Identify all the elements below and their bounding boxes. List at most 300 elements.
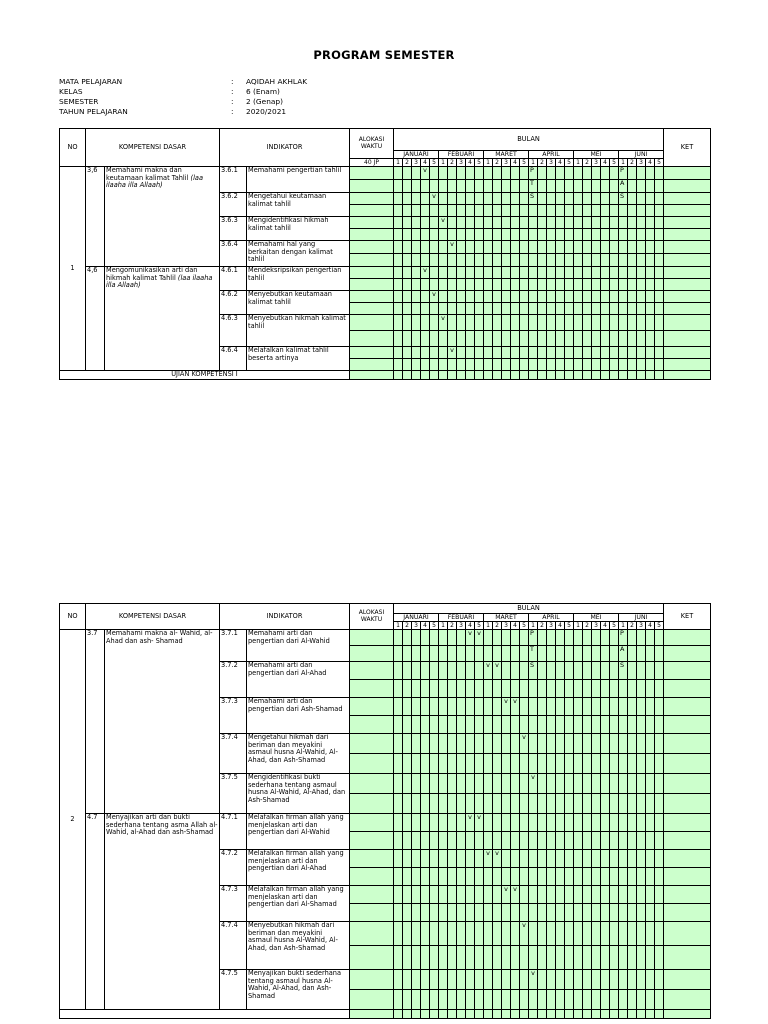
week-cell bbox=[475, 868, 484, 886]
week-cell bbox=[556, 347, 565, 359]
week-cell bbox=[457, 774, 466, 794]
week-cell bbox=[655, 832, 664, 850]
week-cell bbox=[655, 850, 664, 868]
alokasi-cell bbox=[350, 291, 394, 303]
week-cell bbox=[430, 774, 439, 794]
week-cell bbox=[430, 303, 439, 315]
week-cell bbox=[484, 754, 493, 774]
week-cell bbox=[538, 698, 547, 716]
week-cell bbox=[592, 698, 601, 716]
week-cell bbox=[520, 646, 529, 662]
week-cell bbox=[421, 371, 430, 380]
week-cell bbox=[547, 734, 556, 754]
ket-cell bbox=[664, 754, 711, 774]
week-cell bbox=[628, 241, 637, 254]
week-cell bbox=[601, 167, 610, 180]
week-cell bbox=[610, 1010, 619, 1019]
week-cell bbox=[556, 886, 565, 904]
week-cell bbox=[466, 241, 475, 254]
week-cell bbox=[403, 970, 412, 990]
week-cell bbox=[628, 630, 637, 646]
week-cell bbox=[448, 868, 457, 886]
week-cell bbox=[646, 774, 655, 794]
week-cell bbox=[520, 315, 529, 331]
week-cell bbox=[412, 315, 421, 331]
week-cell bbox=[520, 1010, 529, 1019]
week-cell bbox=[412, 267, 421, 279]
week-cell bbox=[520, 291, 529, 303]
meta-separator: : bbox=[231, 77, 234, 86]
week-cell bbox=[421, 734, 430, 754]
week-cell bbox=[529, 315, 538, 331]
week-cell bbox=[529, 904, 538, 922]
week-cell bbox=[637, 267, 646, 279]
week-cell bbox=[412, 734, 421, 754]
week-cell bbox=[466, 217, 475, 229]
week-cell bbox=[421, 241, 430, 254]
week-number: 3 bbox=[457, 622, 466, 630]
week-cell bbox=[556, 794, 565, 814]
week-cell bbox=[646, 990, 655, 1010]
indikator-text: Melafalkan firman allah yang menjelaskan arti dan pengertian dari Al-Shamad bbox=[247, 886, 350, 922]
ket-cell bbox=[664, 904, 711, 922]
week-cell bbox=[457, 794, 466, 814]
week-cell bbox=[439, 868, 448, 886]
week-cell bbox=[637, 868, 646, 886]
week-cell bbox=[547, 371, 556, 380]
week-cell bbox=[448, 303, 457, 315]
week-cell bbox=[637, 291, 646, 303]
week-cell bbox=[619, 904, 628, 922]
week-cell bbox=[511, 970, 520, 990]
week-cell bbox=[466, 291, 475, 303]
week-cell bbox=[565, 716, 574, 734]
week-number: 3 bbox=[547, 159, 556, 167]
week-cell bbox=[565, 946, 574, 970]
week-cell bbox=[502, 279, 511, 291]
week-cell bbox=[637, 371, 646, 380]
week-cell bbox=[565, 662, 574, 680]
week-cell bbox=[601, 205, 610, 217]
week-cell bbox=[502, 970, 511, 990]
week-cell bbox=[601, 254, 610, 267]
week-cell bbox=[583, 832, 592, 850]
week-cell bbox=[601, 279, 610, 291]
week-cell bbox=[457, 646, 466, 662]
week-cell bbox=[430, 904, 439, 922]
week-cell bbox=[439, 303, 448, 315]
ujian-kompetensi-label: UJIAN KOMPETENSI I bbox=[60, 371, 350, 380]
week-cell bbox=[412, 371, 421, 380]
week-cell bbox=[565, 180, 574, 193]
week-cell bbox=[394, 205, 403, 217]
week-cell bbox=[610, 291, 619, 303]
week-number: 2 bbox=[583, 622, 592, 630]
week-cell bbox=[646, 814, 655, 832]
week-cell bbox=[547, 922, 556, 946]
week-cell bbox=[421, 850, 430, 868]
ket-cell bbox=[664, 734, 711, 754]
indikator-code: 3.6.2 bbox=[220, 193, 247, 217]
week-cell bbox=[394, 254, 403, 267]
week-cell bbox=[610, 832, 619, 850]
week-cell bbox=[565, 832, 574, 850]
week-cell bbox=[520, 774, 529, 794]
week-cell bbox=[520, 946, 529, 970]
week-cell bbox=[466, 331, 475, 347]
week-cell bbox=[529, 359, 538, 371]
week-cell bbox=[457, 279, 466, 291]
week-cell bbox=[421, 180, 430, 193]
week-cell bbox=[565, 347, 574, 359]
kd-description bbox=[105, 267, 220, 371]
week-cell bbox=[565, 359, 574, 371]
ket-cell bbox=[664, 886, 711, 904]
week-cell bbox=[646, 193, 655, 205]
week-cell bbox=[637, 734, 646, 754]
week-cell bbox=[538, 180, 547, 193]
week-cell bbox=[475, 267, 484, 279]
week-cell bbox=[412, 904, 421, 922]
week-cell bbox=[547, 850, 556, 868]
week-cell bbox=[421, 347, 430, 359]
week-cell bbox=[574, 347, 583, 359]
week-cell bbox=[466, 970, 475, 990]
week-cell bbox=[556, 167, 565, 180]
week-cell bbox=[547, 347, 556, 359]
week-cell bbox=[484, 167, 493, 180]
week-cell bbox=[565, 254, 574, 267]
week-cell bbox=[484, 886, 493, 904]
week-cell bbox=[412, 946, 421, 970]
week-cell bbox=[430, 734, 439, 754]
meta-separator: : bbox=[231, 87, 234, 96]
week-cell bbox=[394, 814, 403, 832]
week-cell bbox=[610, 868, 619, 886]
week-cell bbox=[610, 303, 619, 315]
indikator-code: 4.7.4 bbox=[220, 922, 247, 970]
week-cell bbox=[547, 716, 556, 734]
week-cell bbox=[628, 1010, 637, 1019]
week-cell bbox=[565, 279, 574, 291]
week-cell bbox=[394, 734, 403, 754]
week-cell bbox=[619, 347, 628, 359]
week-number: 4 bbox=[466, 159, 475, 167]
week-number: 1 bbox=[439, 622, 448, 630]
week-cell bbox=[430, 1010, 439, 1019]
week-cell bbox=[403, 315, 412, 331]
week-cell bbox=[565, 241, 574, 254]
week-cell bbox=[655, 868, 664, 886]
week-cell bbox=[655, 267, 664, 279]
week-cell bbox=[610, 205, 619, 217]
week-cell bbox=[466, 886, 475, 904]
week-cell bbox=[502, 630, 511, 646]
week-cell bbox=[565, 794, 574, 814]
week-cell bbox=[457, 886, 466, 904]
week-number: 1 bbox=[529, 159, 538, 167]
week-cell-checked: v bbox=[529, 970, 538, 990]
week-cell bbox=[583, 1010, 592, 1019]
alokasi-cell bbox=[350, 814, 394, 832]
week-cell bbox=[601, 774, 610, 794]
week-cell bbox=[574, 886, 583, 904]
week-cell-checked: v bbox=[502, 886, 511, 904]
week-cell bbox=[493, 698, 502, 716]
week-cell bbox=[493, 832, 502, 850]
alokasi-cell bbox=[350, 794, 394, 814]
week-cell bbox=[412, 774, 421, 794]
week-cell bbox=[601, 946, 610, 970]
week-cell bbox=[520, 990, 529, 1010]
week-cell bbox=[538, 868, 547, 886]
week-cell bbox=[394, 868, 403, 886]
ket-cell bbox=[664, 267, 711, 279]
week-cell bbox=[412, 630, 421, 646]
week-cell bbox=[538, 814, 547, 832]
alokasi-cell bbox=[350, 922, 394, 946]
meta-value: 2 (Genap) bbox=[246, 97, 283, 106]
week-cell bbox=[394, 850, 403, 868]
indikator-text: Memahami arti dan pengertian dari Al-Ahad bbox=[247, 662, 350, 698]
month-header: MARET bbox=[484, 151, 529, 159]
week-number: 5 bbox=[475, 159, 484, 167]
week-cell bbox=[475, 291, 484, 303]
week-cell bbox=[619, 291, 628, 303]
week-cell bbox=[502, 229, 511, 241]
week-cell bbox=[538, 347, 547, 359]
week-number: 3 bbox=[592, 622, 601, 630]
week-cell bbox=[430, 646, 439, 662]
week-cell bbox=[439, 254, 448, 267]
week-number: 3 bbox=[502, 622, 511, 630]
week-cell bbox=[556, 630, 565, 646]
week-cell bbox=[583, 167, 592, 180]
week-cell bbox=[655, 254, 664, 267]
week-cell bbox=[583, 331, 592, 347]
week-cell bbox=[511, 734, 520, 754]
week-cell bbox=[583, 646, 592, 662]
week-cell bbox=[646, 630, 655, 646]
week-cell bbox=[619, 217, 628, 229]
week-cell bbox=[394, 359, 403, 371]
week-cell bbox=[430, 868, 439, 886]
week-cell bbox=[493, 734, 502, 754]
ket-cell bbox=[664, 167, 711, 180]
week-cell bbox=[646, 347, 655, 359]
indikator-code: 4.6.1 bbox=[220, 267, 247, 291]
week-cell bbox=[565, 774, 574, 794]
week-cell bbox=[457, 990, 466, 1010]
ket-cell bbox=[664, 922, 711, 946]
week-cell bbox=[574, 774, 583, 794]
week-cell bbox=[430, 832, 439, 850]
week-cell bbox=[547, 167, 556, 180]
week-cell bbox=[619, 680, 628, 698]
week-cell bbox=[457, 832, 466, 850]
week-cell bbox=[430, 886, 439, 904]
week-cell bbox=[538, 371, 547, 380]
week-cell bbox=[583, 946, 592, 970]
week-cell bbox=[493, 267, 502, 279]
week-cell bbox=[646, 734, 655, 754]
week-cell bbox=[448, 794, 457, 814]
week-cell bbox=[457, 814, 466, 832]
week-cell bbox=[394, 662, 403, 680]
week-cell bbox=[655, 886, 664, 904]
week-cell bbox=[412, 716, 421, 734]
week-cell bbox=[394, 886, 403, 904]
meta-value: AQIDAH AKHLAK bbox=[246, 77, 308, 86]
week-cell bbox=[484, 868, 493, 886]
week-cell bbox=[412, 850, 421, 868]
week-number: 2 bbox=[493, 159, 502, 167]
week-cell bbox=[475, 347, 484, 359]
week-cell bbox=[646, 241, 655, 254]
week-cell bbox=[556, 229, 565, 241]
week-cell bbox=[547, 315, 556, 331]
week-cell bbox=[547, 794, 556, 814]
week-cell bbox=[619, 303, 628, 315]
week-cell-checked: v bbox=[475, 814, 484, 832]
week-cell bbox=[412, 794, 421, 814]
week-cell bbox=[538, 279, 547, 291]
week-cell bbox=[457, 754, 466, 774]
week-cell bbox=[637, 315, 646, 331]
week-cell bbox=[601, 371, 610, 380]
week-cell bbox=[394, 794, 403, 814]
week-cell bbox=[556, 359, 565, 371]
alokasi-cell bbox=[350, 946, 394, 970]
week-cell bbox=[538, 331, 547, 347]
week-cell bbox=[628, 794, 637, 814]
alokasi-cell bbox=[350, 347, 394, 359]
pas-letter: A bbox=[619, 646, 628, 662]
week-cell bbox=[655, 774, 664, 794]
week-cell bbox=[493, 254, 502, 267]
week-cell bbox=[403, 754, 412, 774]
week-cell bbox=[592, 922, 601, 946]
week-cell bbox=[457, 217, 466, 229]
week-cell bbox=[529, 680, 538, 698]
week-cell bbox=[457, 662, 466, 680]
week-cell bbox=[538, 630, 547, 646]
week-cell bbox=[538, 832, 547, 850]
alokasi-cell bbox=[350, 734, 394, 754]
week-cell bbox=[556, 734, 565, 754]
week-cell bbox=[439, 205, 448, 217]
pas-letter: P bbox=[619, 630, 628, 646]
ket-cell bbox=[664, 946, 711, 970]
kd-text: Memahami makna al- Wahid, al-Ahad dan ash- Shamad bbox=[106, 629, 213, 645]
alokasi-cell bbox=[350, 630, 394, 646]
ket-cell bbox=[664, 205, 711, 217]
week-cell bbox=[529, 241, 538, 254]
week-cell bbox=[457, 229, 466, 241]
week-cell bbox=[583, 886, 592, 904]
ket-cell bbox=[664, 229, 711, 241]
week-number: 5 bbox=[565, 622, 574, 630]
week-cell bbox=[529, 217, 538, 229]
week-cell bbox=[529, 303, 538, 315]
alokasi-cell bbox=[350, 371, 394, 380]
week-cell bbox=[592, 205, 601, 217]
week-cell bbox=[610, 167, 619, 180]
week-cell bbox=[583, 303, 592, 315]
week-cell bbox=[538, 990, 547, 1010]
week-cell bbox=[457, 734, 466, 754]
week-cell bbox=[655, 814, 664, 832]
week-cell-checked: v bbox=[448, 347, 457, 359]
week-cell bbox=[412, 180, 421, 193]
week-cell bbox=[592, 371, 601, 380]
ket-cell bbox=[664, 193, 711, 205]
week-cell bbox=[520, 254, 529, 267]
week-cell bbox=[637, 646, 646, 662]
week-cell bbox=[421, 229, 430, 241]
week-cell bbox=[538, 205, 547, 217]
week-cell bbox=[457, 716, 466, 734]
week-cell bbox=[565, 217, 574, 229]
week-cell bbox=[412, 886, 421, 904]
week-cell bbox=[502, 359, 511, 371]
week-cell bbox=[520, 167, 529, 180]
week-cell bbox=[403, 990, 412, 1010]
week-cell bbox=[655, 680, 664, 698]
week-cell bbox=[529, 698, 538, 716]
week-cell bbox=[619, 716, 628, 734]
week-cell bbox=[421, 886, 430, 904]
week-cell bbox=[646, 850, 655, 868]
week-cell bbox=[646, 229, 655, 241]
week-cell bbox=[538, 922, 547, 946]
week-cell bbox=[655, 241, 664, 254]
week-cell bbox=[646, 716, 655, 734]
header-no: NO bbox=[60, 604, 86, 630]
week-cell bbox=[574, 267, 583, 279]
week-cell bbox=[637, 630, 646, 646]
ket-cell bbox=[664, 850, 711, 868]
week-cell bbox=[484, 331, 493, 347]
week-cell bbox=[421, 217, 430, 229]
week-cell bbox=[610, 359, 619, 371]
week-cell bbox=[646, 754, 655, 774]
week-cell bbox=[574, 814, 583, 832]
week-cell bbox=[502, 680, 511, 698]
week-cell bbox=[502, 193, 511, 205]
week-cell bbox=[511, 254, 520, 267]
week-cell bbox=[529, 850, 538, 868]
week-cell bbox=[574, 167, 583, 180]
week-number: 5 bbox=[430, 159, 439, 167]
ket-cell bbox=[664, 291, 711, 303]
week-cell bbox=[394, 303, 403, 315]
week-number: 3 bbox=[457, 159, 466, 167]
ket-cell bbox=[664, 716, 711, 734]
week-cell bbox=[619, 886, 628, 904]
meta-label: MATA PELAJARAN bbox=[59, 77, 123, 86]
week-cell bbox=[547, 646, 556, 662]
week-cell-checked: v bbox=[466, 630, 475, 646]
week-cell bbox=[628, 254, 637, 267]
week-cell bbox=[655, 359, 664, 371]
week-cell bbox=[565, 646, 574, 662]
week-cell bbox=[556, 904, 565, 922]
header-bulan: BULAN bbox=[394, 604, 664, 614]
week-cell bbox=[511, 716, 520, 734]
week-cell bbox=[484, 646, 493, 662]
week-cell bbox=[466, 716, 475, 734]
